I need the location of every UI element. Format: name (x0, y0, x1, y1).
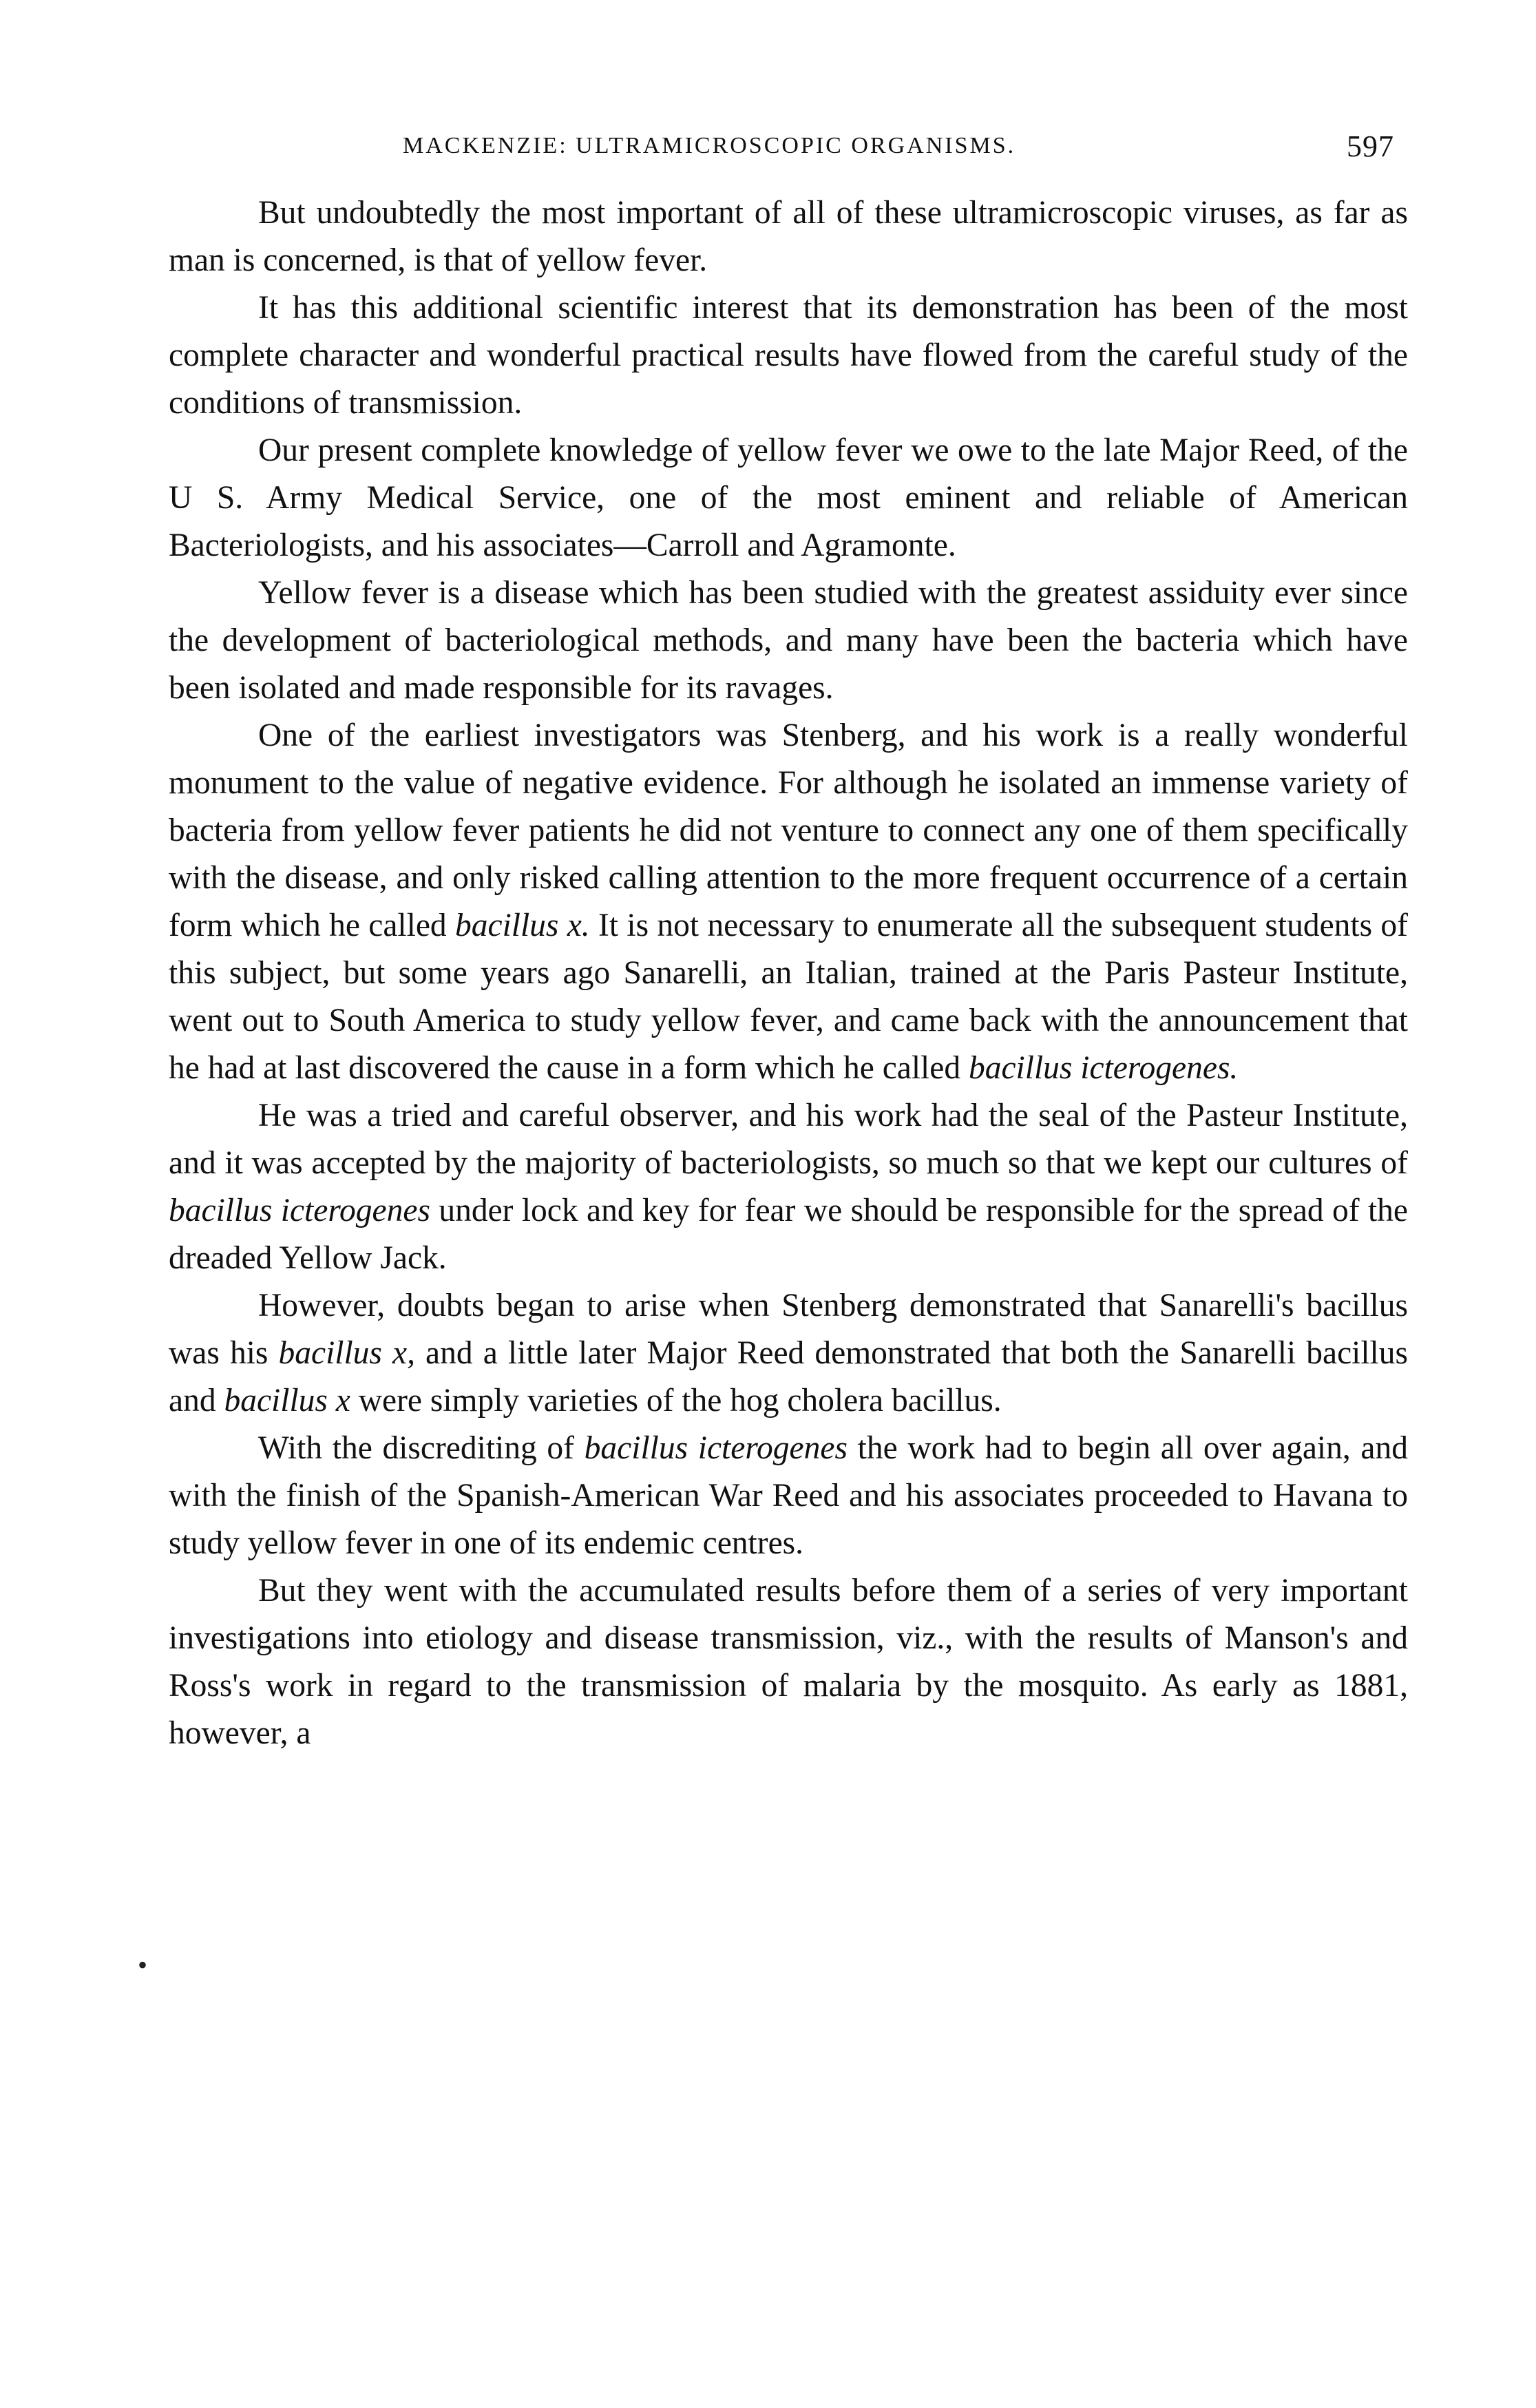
page-number: 597 (1347, 129, 1394, 163)
paragraph-6-italic: bacillus icterogenes (169, 1193, 430, 1228)
margin-mark: • (138, 1949, 148, 1980)
paragraph-7-italic-b: bacillus x (224, 1383, 350, 1418)
paragraph-6 (169, 1092, 1408, 1282)
paragraph-3: Our present complete knowledge of yellow fever we owe to the late Major Reed, of the U S. Army Medical Service, one of the most eminent and reliable of American Bacteriologists, and his associates—Carroll and Agramonte. (169, 432, 1408, 563)
paragraph-9: But they went with the accumulated results before them of a series of very important investigations into etiology and disease transmission, viz., with the results of Manson's and Ross's work in regard to the transmission of malaria by the mosquito. As early as 1881, however, a (169, 1573, 1408, 1751)
paragraph-7-italic-a: bacillus x, (278, 1335, 415, 1371)
paragraph-7-text-a: However, doubts began to arise when Stenberg demonstrated that Sanarelli's bacillus was his (169, 1288, 1408, 1371)
paragraph-5 (169, 712, 1408, 1092)
paragraph-6-text-a: He was a tried and careful observer, and his work had the seal of the Pasteur Institute, and it was accepted by the majority of bacteriologists, so much so that we kept our cultures of (169, 1098, 1408, 1181)
paragraph-4: Yellow fever is a disease which has been studied with the greatest assiduity ever since the development of bacteriological methods, and many have been the bacteria which have been isolated and made responsible for its ravages. (169, 575, 1408, 706)
paragraph-2: It has this additional scientific interest that its demonstration has been of the most complete character and wonderful practical results have flowed from the careful study of the conditions of transmission. (169, 290, 1408, 421)
paragraph-5-text-b: It is not necessary to enumerate all the subsequent students of this subject, but some years ago Sanarelli, an Italian, trained at the Paris Pasteur Institute, went out to South America to study yellow fever, and came back with the announcement that he had at last discovered the cause in a form which he called (169, 908, 1408, 1086)
paragraph-8-text-b: the work had to begin all over again, and with the finish of the Spanish-American War Reed and his associates proceeded to Havana to study yellow fever in one of its endemic centres. (169, 1430, 1408, 1561)
paragraph-1: But undoubtedly the most important of all of these ultramicroscopic viruses, as far as man is concerned, is that of yellow fever. (169, 195, 1408, 278)
paragraph-5-italic-a: bacillus x. (454, 908, 590, 943)
paragraph-8 (169, 1425, 1408, 1567)
book-page (169, 121, 1408, 1757)
paragraph-8-text-a: With the discrediting of (258, 1430, 585, 1466)
running-title: MACKENZIE: ULTRAMICROSCOPIC ORGANISMS. (403, 133, 1016, 158)
running-head (169, 121, 1408, 176)
paragraph-6-text-b: under lock and key for fear we should be responsible for the spread of the dreaded Yellow Jack. (169, 1193, 1409, 1276)
paragraph-5-text-a: One of the earliest investigators was Stenberg, and his work is a really wonderful monument to the value of negative evidence. For although he isolated an immense variety of bacteria from yellow fever patients he did not venture to connect any one of them specifically with the disease, and only risked calling attention to the more frequent occurrence of a certain form which he called (169, 718, 1408, 943)
paragraph-7-text-c: were simply varieties of the hog cholera bacillus. (350, 1383, 1002, 1418)
body-text (169, 189, 1408, 1757)
paragraph-8-italic: bacillus icterogenes (584, 1430, 848, 1466)
paragraph-7 (169, 1282, 1408, 1425)
paragraph-5-italic-b: bacillus icterogenes. (968, 1050, 1239, 1086)
paragraph-7-text-b: and a little later Major Reed demonstrated that both the Sanarelli bacillus and (169, 1335, 1408, 1418)
